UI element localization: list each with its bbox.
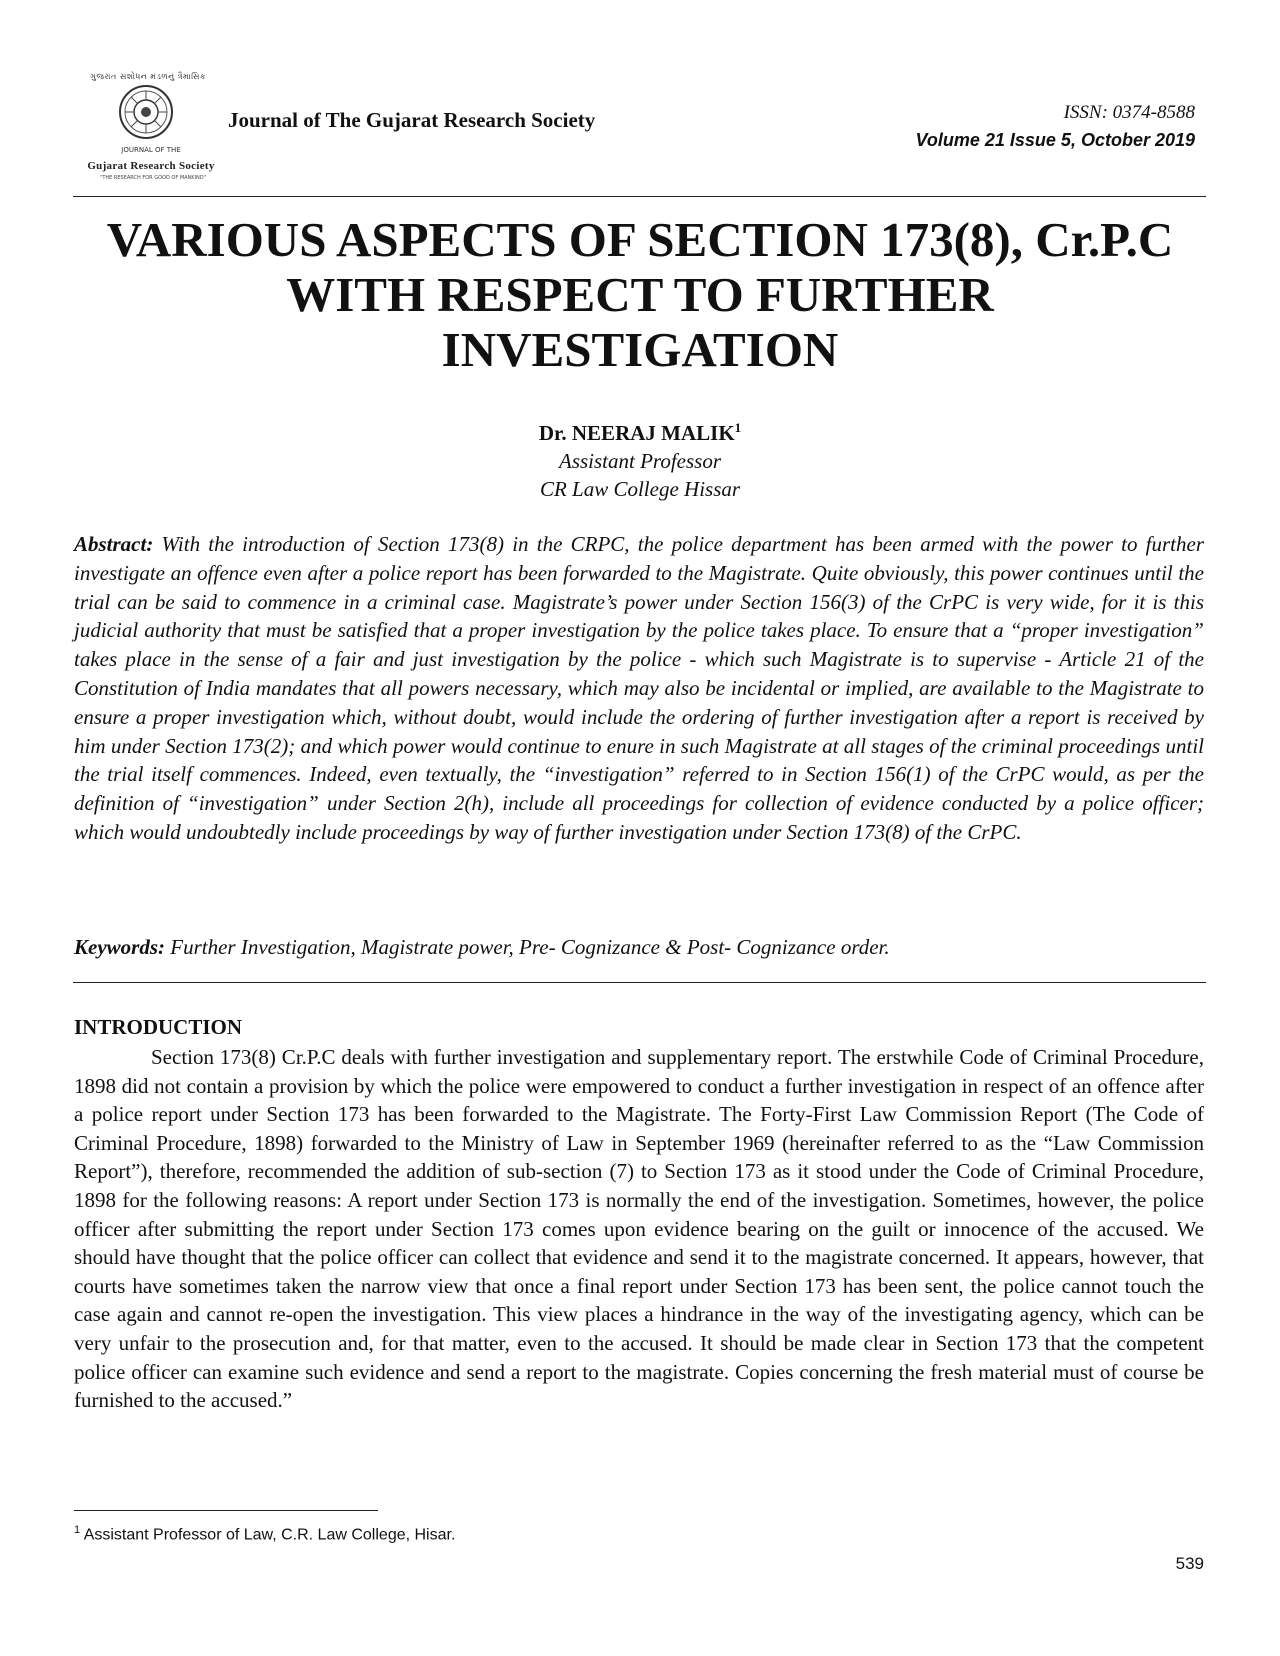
header-divider <box>73 196 1206 197</box>
paper-title <box>60 212 1220 377</box>
author-block <box>0 414 1280 503</box>
abstract-text: With the introduction of Section 173(8) in the CRPC, the police department has been armed with the power to further investigate an offence even after a police report has been forwarded to the Magistrate. Quite obviously, this power continues until the trial can be said to commence in a criminal case. Magistrate’s power under Section 156(3) of the CrPC is very wide, for it is this judicial authority that must be satisfied that a proper investigation by the police takes place. To ensure that a “proper investigation” takes place in the sense of a fair and just investigation by the police - which such Magistrate is to supervise - Article 21 of the Constitution of India mandates that all powers necessary, which may also be incidental or implied, are available to the Magistrate to ensure a proper investigation which, without doubt, would include the ordering of further investigation after a report is received by him under Section 173(2); and which power would continue to enure in such Magistrate at all stages of the criminal proceedings until the trial itself commences. Indeed, even textually, the “investigation” referred to in Section 156(1) of the CrPC would, as per the definition of “investigation” under Section 2(h), include all proceedings for collection of evidence conducted by a police officer; which would undoubtedly include proceedings by way of further investigation under Section 173(8) of the CrPC. <box>74 532 1204 844</box>
footnote-text: Assistant Professor of Law, C.R. Law College, Hisar. <box>80 1526 456 1544</box>
keywords <box>74 933 1204 961</box>
author-affiliation: CR Law College Hissar <box>539 477 741 501</box>
volume-issue: Volume 21 Issue 5, October 2019 <box>915 130 1195 150</box>
footnote-mark: 1 <box>74 1524 81 1536</box>
title-line-1: VARIOUS ASPECTS OF SECTION 173(8), Cr.P.C <box>106 212 1174 267</box>
title-line-3: INVESTIGATION <box>441 322 839 377</box>
logo-top-text: ગુજરાત સંશોધન મંડળનું ત્રૈમાસિક <box>90 72 207 81</box>
society-seal-icon <box>118 84 174 140</box>
author-name <box>0 414 1280 447</box>
abstract <box>74 530 1204 847</box>
journal-name: Journal of The Gujarat Research Society <box>228 108 596 132</box>
footnote-divider <box>74 1510 378 1511</box>
abstract-divider <box>73 982 1206 983</box>
logo-society-name: Gujarat Research Society <box>87 160 215 172</box>
page-number: 539 <box>1175 1554 1204 1573</box>
section-heading-introduction: INTRODUCTION <box>74 1015 243 1039</box>
footnote <box>74 1524 455 1544</box>
author-designation: Assistant Professor <box>559 449 721 473</box>
issn: ISSN: 0374-8588 <box>1063 102 1195 123</box>
introduction-paragraph: Section 173(8) Cr.P.C deals with further investigation and supplementary report. The erstwhile Code of Criminal Procedure, 1898 did not contain a provision by which the police were empowered to conduct a further investigation in respect of an offence after a police report under Section 173 has been forwarded to the Magistrate. The Forty-First Law Commission Report (The Code of Criminal Procedure, 1898) forwarded to the Ministry of Law in September 1969 (hereinafter referred to as the “Law Commission Report”), therefore, recommended the addition of sub-section (7) to Section 173 as it stood under the Code of Criminal Procedure, 1898 for the following reasons: A report under Section 173 is normally the end of the investigation. Sometimes, however, the police officer after submitting the report under Section 173 comes upon evidence bearing on the guilt or innocence of the accused. We should have thought that the police officer can collect that evidence and send it to the magistrate concerned. It appears, however, that courts have sometimes taken the narrow view that once a final report under Section 173 has been sent, the police cannot touch the case again and cannot re-open the investigation. This view places a hindrance in the way of the investigating agency, which can be very unfair to the prosecution and, for that matter, even to the accused. It should be made clear in Section 173 that the competent police officer can examine such evidence and send a report to the magistrate. Copies concerning the fresh material must of course be furnished to the accused.” <box>74 1045 1204 1413</box>
title-line-2: WITH RESPECT TO FURTHER <box>286 267 994 322</box>
keywords-label: Keywords: <box>74 935 165 959</box>
journal-logo <box>76 72 226 184</box>
logo-tagline: "THE RESEARCH FOR GOOD OF MANKIND" <box>100 175 206 181</box>
abstract-label: Abstract: <box>74 532 154 556</box>
author-name-text: Dr. NEERAJ MALIK <box>538 421 735 445</box>
logo-journal-small: JOURNAL OF THE <box>121 146 181 154</box>
keywords-text: Further Investigation, Magistrate power, Pre- Cognizance & Post- Cognizance order. <box>165 935 890 959</box>
author-footnote-mark: 1 <box>734 420 742 435</box>
